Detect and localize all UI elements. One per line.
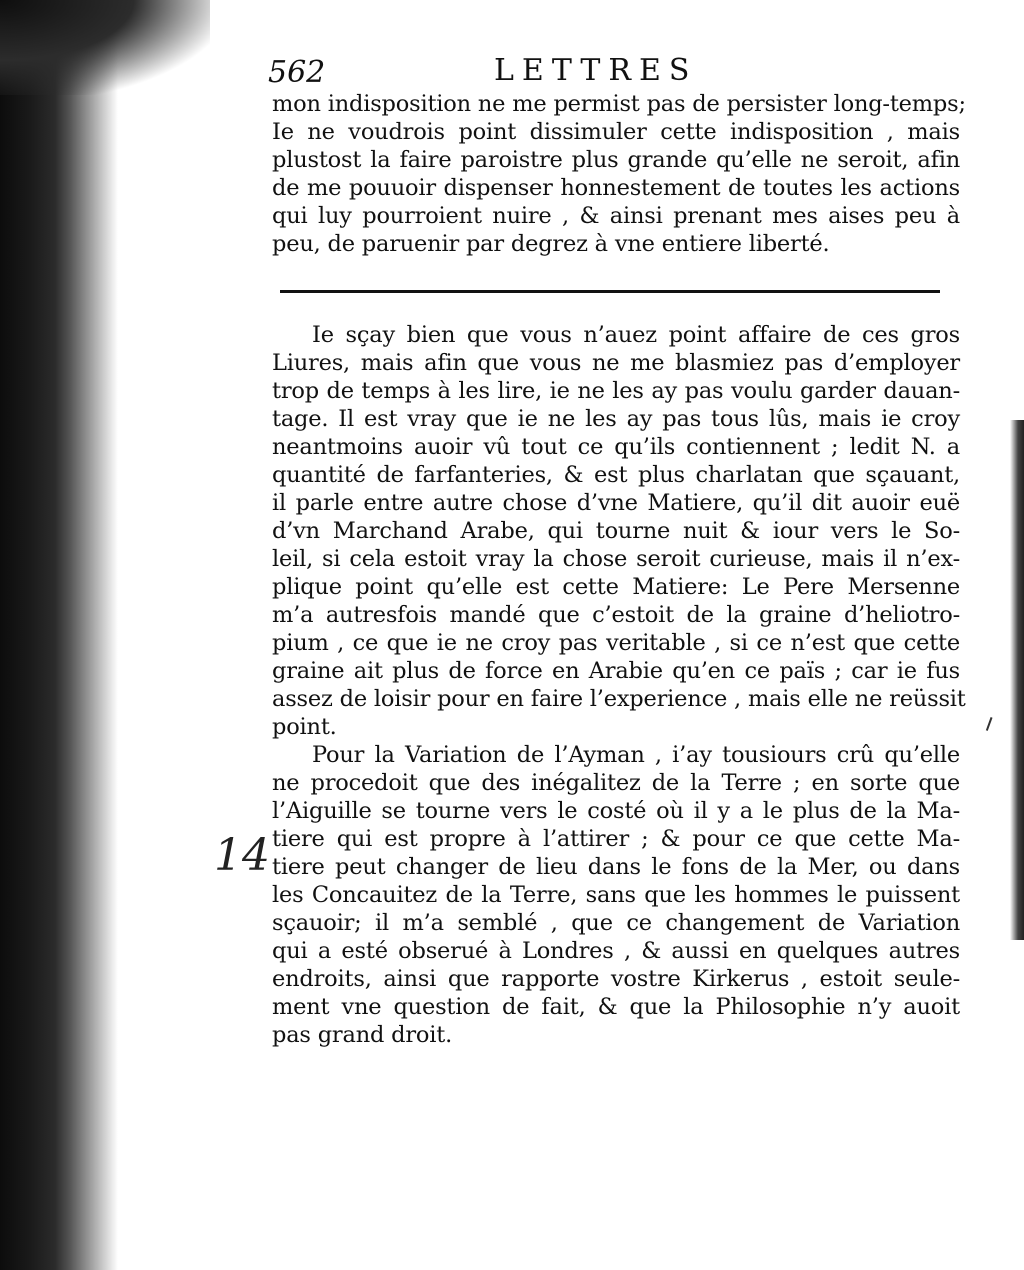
text-line: point.: [272, 714, 337, 740]
text-line: qui luy pourroient nuire , & ainsi prenant mes aises peu à: [272, 203, 960, 229]
letter-ending: [272, 90, 966, 258]
text-line: trop de temps à les lire, ie ne les ay pas voulu garder dauan-: [272, 378, 960, 404]
running-title: LETTRES: [494, 53, 698, 88]
ink-speck: [986, 717, 998, 733]
text-line: tage. Il est vray que ie ne les ay pas tous lûs, mais ie croy: [272, 406, 960, 432]
text-line: assez de loisir pour en faire l’experience , mais elle ne reüssit: [272, 686, 966, 712]
text-line: plique point qu’elle est cette Matiere: Le Pere Mersenne: [272, 574, 960, 600]
text-line: d’vn Marchand Arabe, qui tourne nuit & iour vers le So-: [272, 518, 960, 544]
text-line: m’a autresfois mandé que c’estoit de la graine d’heliotro-: [272, 602, 960, 628]
text-line: tiere peut changer de lieu dans le fons de la Mer, ou dans: [272, 854, 960, 880]
text-line: graine ait plus de force en Arabie qu’en ce païs ; car ie fus: [272, 658, 960, 684]
text-line: endroits, ainsi que rapporte vostre Kirkerus , estoit seule-: [272, 966, 960, 992]
text-line: les Concauitez de la Terre, sans que les hommes le puissent: [272, 882, 960, 908]
page-edge-shadow: [1010, 420, 1024, 940]
letter-body: [272, 321, 966, 1049]
text-line: de me pouuoir dispenser honnestement de toutes les actions: [272, 175, 960, 201]
text-line: Pour la Variation de l’Ayman , i’ay tousiours crû qu’elle: [312, 742, 960, 768]
text-line: Liures, mais afin que vous ne me blasmiez pas d’employer: [272, 350, 960, 376]
text-line: ne procedoit que des inégalitez de la Terre ; en sorte que: [272, 770, 960, 796]
text-line: Ie sçay bien que vous n’auez point affaire de ces gros: [312, 322, 960, 348]
text-line: il parle entre autre chose d’vne Matiere, qu’il dit auoir euë: [272, 490, 960, 516]
page-header: [268, 54, 948, 94]
text-line: pas grand droit.: [272, 1022, 453, 1048]
section-divider: [280, 290, 940, 293]
text-line: mon indisposition ne me permist pas de persister long-temps;: [272, 91, 966, 117]
text-line: plustost la faire paroistre plus grande qu’elle ne seroit, afin: [272, 147, 960, 173]
text-line: l’Aiguille se tourne vers le costé où il y a le plus de la Ma-: [272, 798, 960, 824]
page-corner-shadow: [0, 0, 210, 95]
text-line: neantmoins auoir vû tout ce qu’ils contiennent ; ledit N. a: [272, 434, 960, 460]
handwritten-margin-note: 14: [214, 830, 270, 881]
text-line: leil, si cela estoit vray la chose seroit curieuse, mais il n’ex-: [272, 546, 960, 572]
text-line: ment vne question de fait, & que la Philosophie n’y auoit: [272, 994, 960, 1020]
page-number: 562: [268, 55, 326, 90]
text-line: sçauoir; il m’a semblé , que ce changement de Variation: [272, 910, 960, 936]
text-line: tiere qui est propre à l’attirer ; & pour ce que cette Ma-: [272, 826, 960, 852]
text-line: pium , ce que ie ne croy pas veritable , si ce n’est que cette: [272, 630, 960, 656]
text-line: quantité de farfanteries, & est plus charlatan que sçauant,: [272, 462, 960, 488]
text-line: qui a esté obserué à Londres , & aussi en quelques autres: [272, 938, 960, 964]
text-line: peu, de paruenir par degrez à vne entiere liberté.: [272, 231, 830, 257]
book-spine-shadow: [0, 0, 120, 1270]
text-line: Ie ne voudrois point dissimuler cette indisposition , mais: [272, 119, 960, 145]
